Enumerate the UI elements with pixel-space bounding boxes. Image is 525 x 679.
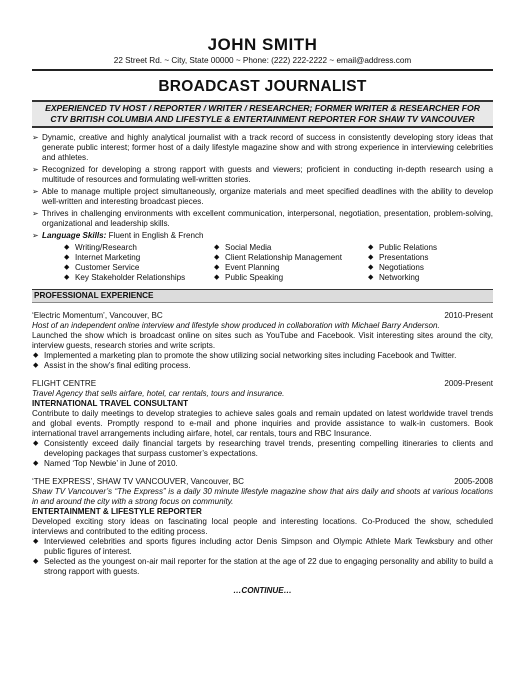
- skill-item: ◆ Networking: [367, 273, 420, 282]
- arrow-bullet-icon: ➢: [32, 231, 39, 240]
- skill-item: ◆ Social Media: [214, 243, 272, 252]
- job-tagline: Host of an independent online interview and lifestyle show produced in collaboration with Michael Barry Anderson.: [32, 321, 440, 330]
- skill-item: ◆ Key Stakeholder Relationships: [64, 273, 186, 282]
- job-description: Developed exciting story ideas on fascinating local people and interesting locations. Co-Produced the show, scheduled interviews and contributed to the editing process.: [32, 517, 493, 536]
- continue-marker: …CONTINUE…: [233, 586, 292, 595]
- summary-list: [32, 133, 493, 241]
- headline-banner: [32, 100, 493, 128]
- skill-item: ◆ Client Relationship Management: [214, 253, 343, 262]
- job-entry: [32, 477, 493, 577]
- diamond-bullet-icon: ◆: [33, 362, 39, 369]
- diamond-bullet-icon: ◆: [64, 274, 70, 281]
- diamond-bullet-icon: ◆: [214, 274, 220, 281]
- achievement-item: ◆ Named ‘Top Newbie’ in June of 2010.: [33, 459, 178, 468]
- diamond-bullet-icon: ◆: [64, 244, 70, 251]
- skills-column-1: [64, 243, 214, 283]
- diamond-bullet-icon: ◆: [33, 352, 39, 359]
- diamond-bullet-icon: ◆: [33, 460, 39, 467]
- arrow-bullet-icon: ➢: [32, 165, 39, 174]
- diamond-bullet-icon: ◆: [214, 244, 220, 251]
- skill-item: ◆ Event Planning: [214, 263, 280, 272]
- job-header: [32, 311, 493, 321]
- header-divider: [32, 69, 493, 71]
- achievement-item: ◆ Interviewed celebrities and sports figures including actor Denis Simpson and Olympic Athlete Mark Tewksbury and other public figures of interest.: [33, 537, 493, 556]
- banner-line-1: EXPERIENCED TV HOST / REPORTER / WRITER / RESEARCHER; FORMER WRITER & RESEARCHER FOR: [45, 103, 480, 113]
- job-dates: 2005-2008: [454, 477, 493, 486]
- skill-item: ◆ Writing/Research: [64, 243, 137, 252]
- achievement-item: ◆ Selected as the youngest on-air mail reporter for the station at the age of 22 due to engaging personality and ability to build a strong rapport with guests.: [33, 557, 493, 576]
- job-header: [32, 477, 493, 487]
- section-heading-experience: PROFESSIONAL EXPERIENCE: [32, 289, 493, 303]
- job-achievements: [32, 537, 493, 577]
- job-dates: 2010-Present: [444, 311, 493, 320]
- skills-grid: [64, 243, 493, 283]
- language-skills-label: Language Skills:: [42, 231, 107, 240]
- summary-item: ➢ Able to manage multiple project simultaneously, organize materials and meet specified deadlines with the ability to develop well-written and interesting broadcast pieces.: [32, 187, 493, 206]
- skill-item: ◆ Public Relations: [367, 243, 437, 252]
- skill-item: ◆ Public Speaking: [214, 273, 284, 282]
- job-tagline: Travel Agency that sells airfare, hotel, car rentals, tours and insurance.: [32, 389, 285, 398]
- language-skills: [32, 231, 493, 241]
- summary-item: ➢ Dynamic, creative and highly analytical journalist with a track record of success in consistently developing story ideas that generate public interest; former host of a daily lifestyle magazine show and with strong experience in interviewing celebrities and athletes.: [32, 133, 493, 162]
- diamond-bullet-icon: ◆: [33, 558, 39, 565]
- job-employer: FLIGHT CENTRE: [32, 379, 97, 388]
- diamond-bullet-icon: ◆: [214, 254, 220, 261]
- skills-column-2: [214, 243, 368, 283]
- arrow-bullet-icon: ➢: [32, 133, 39, 142]
- achievement-item: ◆ Consistently exceed daily financial targets by researching travel trends, presenting compelling itineraries to clients and developing packages that surpass customer’s expectations.: [33, 439, 493, 458]
- job-employer: ‘Electric Momentum’, Vancouver, BC: [32, 311, 163, 320]
- job-header: [32, 379, 493, 389]
- diamond-bullet-icon: ◆: [367, 244, 374, 251]
- resume-title: BROADCAST JOURNALIST: [158, 78, 367, 95]
- language-skills-value: Fluent in English & French: [106, 231, 204, 240]
- job-role: INTERNATIONAL TRAVEL CONSULTANT: [32, 399, 189, 408]
- arrow-bullet-icon: ➢: [32, 209, 39, 218]
- skill-item: ◆ Negotiations: [367, 263, 424, 272]
- summary-item: ➢ Recognized for developing a strong rapport with guests and viewers; proficient in conducting in-depth research using a multitude of resources and formulating well-written stories.: [32, 165, 493, 184]
- diamond-bullet-icon: ◆: [367, 254, 374, 261]
- job-description: Launched the show which is broadcast online on sites such as YouTube and Facebook. Visit interesting sites around the city, interview guests, research stories and write scripts.: [32, 331, 493, 350]
- diamond-bullet-icon: ◆: [64, 254, 70, 261]
- skill-item: ◆ Presentations: [367, 253, 429, 262]
- candidate-name: JOHN SMITH: [207, 35, 318, 54]
- job-dates: 2009-Present: [444, 379, 493, 388]
- skill-item: ◆ Internet Marketing: [64, 253, 141, 262]
- achievement-item: ◆ Assist in the show’s final editing process.: [33, 361, 191, 370]
- banner-line-2: CTV BRITISH COLUMBIA AND LIFESTYLE & ENTERTAINMENT REPORTER FOR SHAW TV VANCOUVER: [50, 114, 475, 124]
- diamond-bullet-icon: ◆: [33, 538, 39, 545]
- diamond-bullet-icon: ◆: [214, 264, 220, 271]
- job-tagline: Shaw TV Vancouver’s “The Express” is a daily 30 minute lifestyle magazine show that airs daily and shoots at various locations in and around the city with a strong focus on community.: [32, 487, 493, 506]
- diamond-bullet-icon: ◆: [367, 264, 374, 271]
- job-employer: ‘THE EXPRESS’, SHAW TV VANCOUVER, Vancouver, BC: [32, 477, 244, 486]
- diamond-bullet-icon: ◆: [367, 274, 374, 281]
- skill-item: ◆ Customer Service: [64, 263, 140, 272]
- contact-line: 22 Street Rd. ~ City, State 00000 ~ Phone: (222) 222-2222 ~ email@address.com: [113, 56, 412, 65]
- job-achievements: [32, 351, 493, 371]
- diamond-bullet-icon: ◆: [64, 264, 70, 271]
- arrow-bullet-icon: ➢: [32, 187, 39, 196]
- job-role: ENTERTAINMENT & LIFESTYLE REPORTER: [32, 507, 202, 516]
- summary-item: ➢ Thrives in challenging environments with excellent communication, interpersonal, negotiation, presentation, problem-solving, organizational and leadership skills.: [32, 209, 493, 228]
- diamond-bullet-icon: ◆: [33, 440, 39, 447]
- job-description: Contribute to daily meetings to develop strategies to achieve sales goals and remain updated on latest worldwide travel trends and global events. Promptly respond to e-mail and phone inquiries and provide assistance to walk-in customers. Book international travel arrangements including airfare, hotel, car rentals, tours and RBC Insurance.: [32, 409, 493, 438]
- job-entry: [32, 379, 493, 469]
- skills-column-3: [368, 243, 493, 283]
- job-achievements: [32, 439, 493, 469]
- achievement-item: ◆ Implemented a marketing plan to promote the show utilizing social networking sites including Facebook and Twitter.: [33, 351, 457, 360]
- job-entry: [32, 311, 493, 371]
